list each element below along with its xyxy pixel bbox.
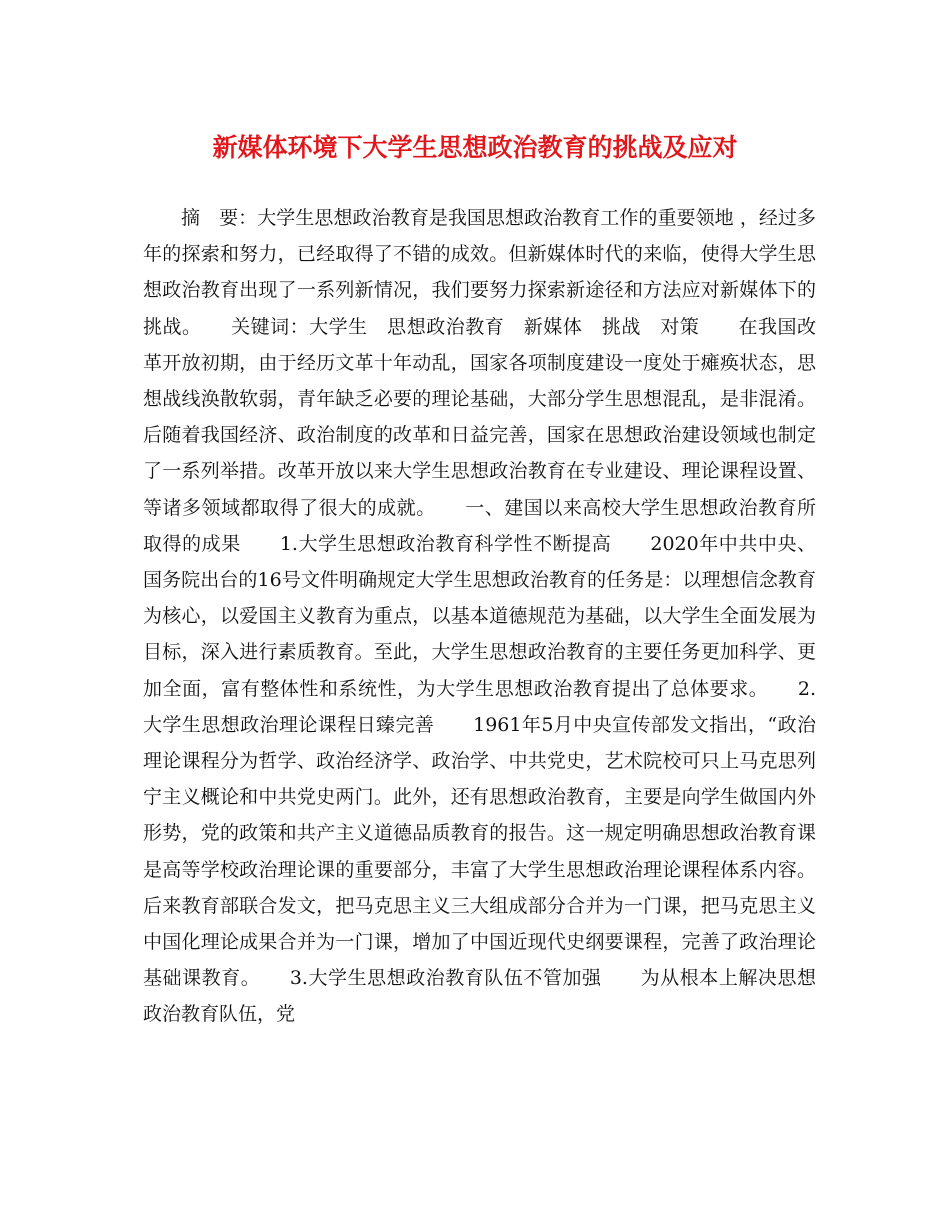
document-title: 新媒体环境下大学生思想政治教育的挑战及应对 [212,133,738,162]
document-body: 摘 要：大学生思想政治教育是我国思想政治教育工作的重要领地 ，经过多年的探索和努力，已经取得了不错的成效。但新媒体时代的来临，使得大学生思想政治教育出现了一系列新情况，我们要努力探索新途径和方法应对新媒体下的挑战。 关键词：大学生 思想政治教育 新媒体 挑战 对策 在我国改革开放初期，由于经历文革十年动乱，国家各项制度建设一度处于瘫痪状态，思想战线涣散软弱，青年缺乏必要的理论基础，大部分学生思想混乱，是非混淆。后随着我国经济、政治制度的改革和日益完善，国家在思想政治建设领域也制定了一系列举措。改革开放以来大学生思想政治教育在专业建设、理论课程设置、等诸多领域都取得了很大的成就。 一、建国以来高校大学生思想政治教育所取得的成果 1.大学生思想政治教育科学性不断提高 2020年中共中央、国务院出台的16号文件明确规定大学生思想政治教育的任务是：以理想信念教育为核心，以爱国主义教育为重点，以基本道德规范为基础，以大学生全面发展为目标，深入进行素质教育。至此，大学生思想政治教育的主要任务更加科学、更加全面，富有整体性和系统性，为大学生思想政治教育提出了总体要求。 2.大学生思想政治理论课程日臻完善 1961年5月中央宣传部发文指出，“政治理论课程分为哲学、政治经济学、政治学、中共党史，艺术院校可只上马克思列宁主义概论和中共党史两门。此外，还有思想政治教育，主要是向学生做国内外形势，党的政策和共产主义道德品质教育的报告。这一规定明确思想政治教育课是高等学校政治理论课的重要部分，丰富了大学生思想政治理论课程体系内容。后来教育部联合发文，把马克思主义三大组成部分合并为一门课，把马克思主义中国化理论成果合并为一门课，增加了中国近现代史纲要课程，完善了政治理论基础课教育。 3.大学生思想政治教育队伍不管加强 为从根本上解决思想政治教育队伍，党 [143,207,816,1026]
